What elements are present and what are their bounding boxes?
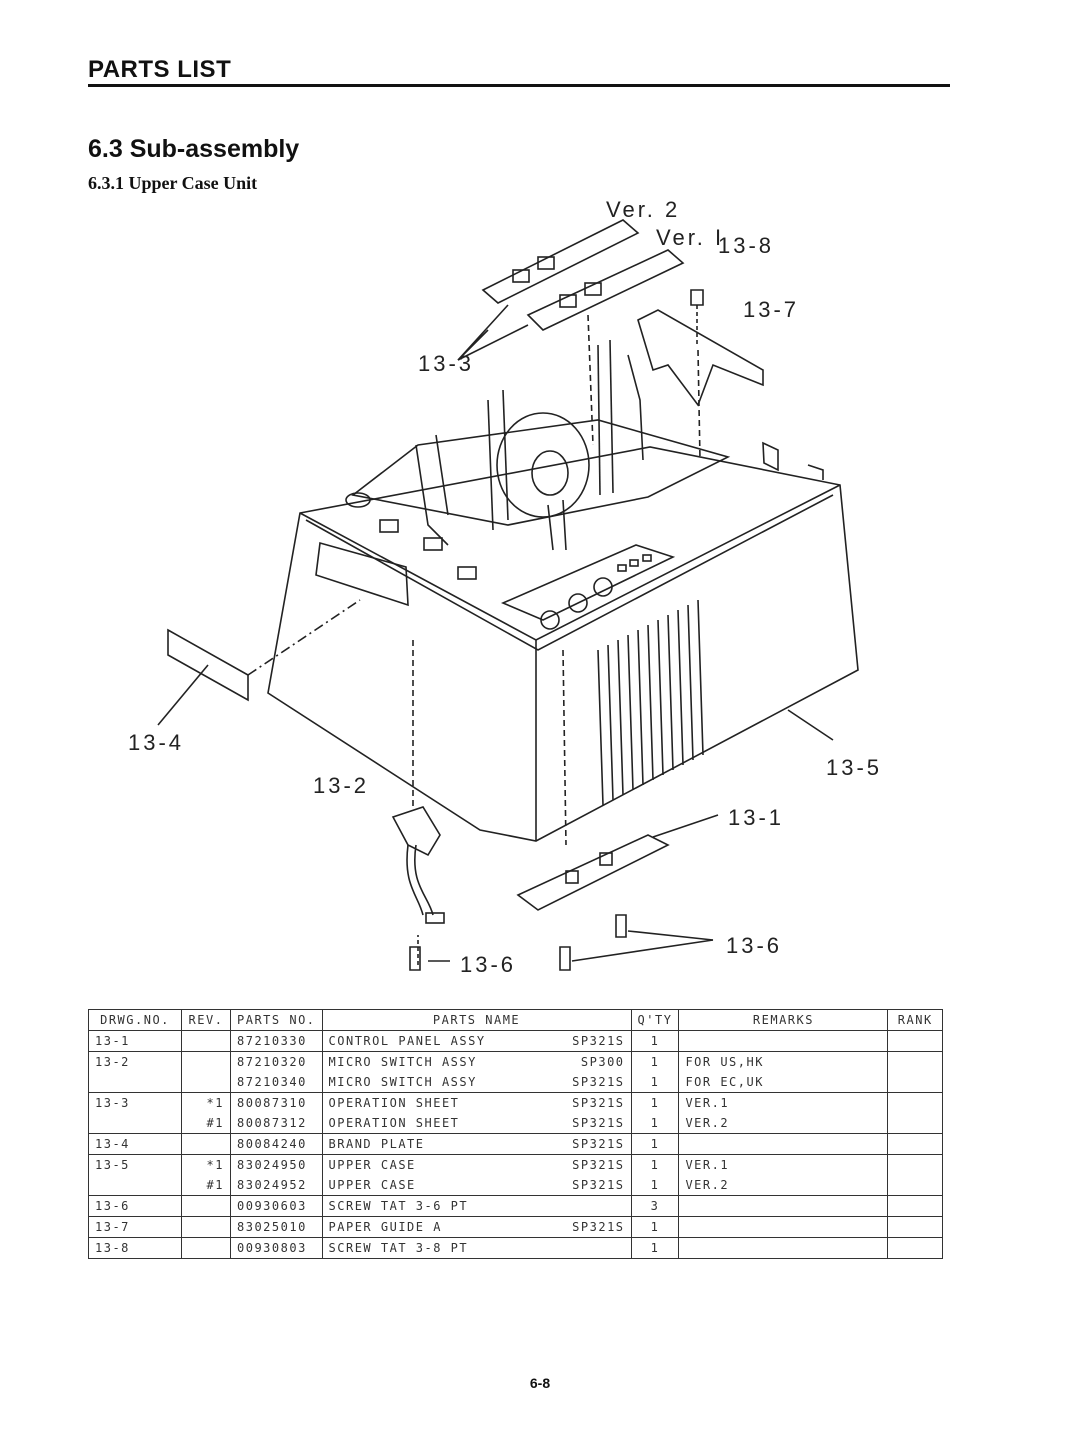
part-model: SP321S: [572, 1137, 625, 1151]
label-13-4: 13-4: [128, 730, 185, 755]
parts-table-body: [89, 1031, 943, 1259]
table-row: [89, 1113, 943, 1134]
cell-parts-name: [322, 1238, 631, 1259]
part-name: MICRO SWITCH ASSY: [328, 1075, 477, 1089]
label-13-1: 13-1: [728, 805, 785, 830]
cell-qty: 3: [631, 1196, 679, 1217]
cell-qty: 1: [631, 1031, 679, 1052]
label-13-6-left: 13-6: [460, 952, 517, 977]
cell-qty: 1: [631, 1052, 679, 1073]
cell-drwg-no: [89, 1072, 182, 1093]
cell-rank: [888, 1052, 943, 1073]
cell-rank: [888, 1155, 943, 1176]
cell-remarks: [679, 1217, 888, 1238]
cell-remarks: VER.1: [679, 1093, 888, 1114]
cell-rev: #1: [182, 1113, 231, 1134]
cell-rank: [888, 1175, 943, 1196]
part-model: SP321S: [572, 1178, 625, 1192]
cell-parts-no: 87210340: [231, 1072, 323, 1093]
cell-parts-name: [322, 1052, 631, 1073]
part-model: SP321S: [572, 1096, 625, 1110]
cell-drwg-no: 13-5: [89, 1155, 182, 1176]
part-model: SP300: [580, 1055, 625, 1069]
cell-parts-no: 87210320: [231, 1052, 323, 1073]
part-name: SCREW TAT 3-8 PT: [328, 1241, 469, 1255]
cell-remarks: [679, 1238, 888, 1259]
label-13-8: 13-8: [718, 233, 775, 258]
page-number: 6-8: [529, 1375, 551, 1391]
section-title: 6.3 Sub-assembly: [88, 135, 300, 163]
part-name: MICRO SWITCH ASSY: [328, 1055, 477, 1069]
cell-remarks: VER.1: [679, 1155, 888, 1176]
exploded-view-diagram: [88, 195, 950, 985]
part-model: SP321S: [572, 1116, 625, 1130]
parts-table: [88, 1009, 943, 1259]
part-name: UPPER CASE: [328, 1178, 416, 1192]
part-name: OPERATION SHEET: [328, 1096, 460, 1110]
cell-qty: 1: [631, 1238, 679, 1259]
part-name: CONTROL PANEL ASSY: [328, 1034, 486, 1048]
cell-rank: [888, 1134, 943, 1155]
cell-rev: #1: [182, 1175, 231, 1196]
cell-parts-name: [322, 1217, 631, 1238]
cell-drwg-no: 13-4: [89, 1134, 182, 1155]
micro-switch: [393, 807, 440, 855]
part-name: OPERATION SHEET: [328, 1116, 460, 1130]
cell-rank: [888, 1238, 943, 1259]
screw-13-8: [691, 290, 703, 305]
cell-parts-no: 00930603: [231, 1196, 323, 1217]
cell-parts-name: [322, 1093, 631, 1114]
cell-qty: 1: [631, 1093, 679, 1114]
cell-rev: [182, 1052, 231, 1073]
cell-drwg-no: 13-7: [89, 1217, 182, 1238]
label-13-7: 13-7: [743, 297, 800, 322]
cell-parts-name: [322, 1196, 631, 1217]
cell-drwg-no: [89, 1113, 182, 1134]
cell-rank: [888, 1196, 943, 1217]
cell-drwg-no: [89, 1175, 182, 1196]
table-row: [89, 1072, 943, 1093]
cell-rev: *1: [182, 1093, 231, 1114]
cell-remarks: [679, 1134, 888, 1155]
cell-drwg-no: 13-6: [89, 1196, 182, 1217]
cell-qty: 1: [631, 1134, 679, 1155]
cell-parts-name: [322, 1134, 631, 1155]
cell-drwg-no: 13-2: [89, 1052, 182, 1073]
label-13-6-right: 13-6: [726, 933, 783, 958]
part-name: PAPER GUIDE A: [328, 1220, 442, 1234]
col-rank: RANK: [888, 1010, 943, 1031]
table-row: [89, 1217, 943, 1238]
paper-roll: [497, 413, 589, 517]
cell-remarks: FOR EC,UK: [679, 1072, 888, 1093]
part-model: SP321S: [572, 1034, 625, 1048]
cell-rev: [182, 1031, 231, 1052]
part-name: BRAND PLATE: [328, 1137, 425, 1151]
cell-parts-name: [322, 1155, 631, 1176]
cell-remarks: [679, 1196, 888, 1217]
header-rule: [88, 84, 950, 87]
part-name: SCREW TAT 3-6 PT: [328, 1199, 469, 1213]
col-qty: Q'TY: [631, 1010, 679, 1031]
label-13-5: 13-5: [826, 755, 883, 780]
col-parts-no: PARTS NO.: [231, 1010, 323, 1031]
page-header-title: PARTS LIST: [88, 56, 232, 83]
cell-rank: [888, 1031, 943, 1052]
table-header-row: [89, 1010, 943, 1031]
cell-rank: [888, 1093, 943, 1114]
cell-drwg-no: 13-1: [89, 1031, 182, 1052]
col-remarks: REMARKS: [679, 1010, 888, 1031]
cell-parts-no: 80084240: [231, 1134, 323, 1155]
cell-qty: 1: [631, 1217, 679, 1238]
cell-remarks: VER.2: [679, 1113, 888, 1134]
cell-qty: 1: [631, 1113, 679, 1134]
control-panel-board: [518, 835, 668, 910]
table-row: [89, 1238, 943, 1259]
cell-parts-no: 87210330: [231, 1031, 323, 1052]
cell-rev: [182, 1072, 231, 1093]
cell-remarks: FOR US,HK: [679, 1052, 888, 1073]
cell-rev: [182, 1217, 231, 1238]
cell-parts-no: 00930803: [231, 1238, 323, 1259]
subsection-title: 6.3.1 Upper Case Unit: [88, 173, 258, 193]
cell-parts-no: 80087312: [231, 1113, 323, 1134]
table-row: [89, 1134, 943, 1155]
cell-drwg-no: 13-3: [89, 1093, 182, 1114]
part-model: SP321S: [572, 1075, 625, 1089]
col-rev: REV.: [182, 1010, 231, 1031]
cell-rev: [182, 1134, 231, 1155]
label-13-2: 13-2: [313, 773, 370, 798]
cell-parts-name: [322, 1113, 631, 1134]
label-ver2: Ver. 2: [606, 197, 681, 222]
part-name: UPPER CASE: [328, 1158, 416, 1172]
cell-qty: 1: [631, 1155, 679, 1176]
table-row: [89, 1093, 943, 1114]
operation-sheet-ver1: [528, 250, 683, 330]
cell-parts-name: [322, 1031, 631, 1052]
paper-guide: [638, 310, 763, 405]
cell-rev: [182, 1196, 231, 1217]
cell-qty: 1: [631, 1175, 679, 1196]
part-model: SP321S: [572, 1220, 625, 1234]
cell-remarks: [679, 1031, 888, 1052]
screw-13-6-b: [560, 947, 570, 970]
col-parts-name: PARTS NAME: [322, 1010, 631, 1031]
table-row: [89, 1052, 943, 1073]
cell-rank: [888, 1072, 943, 1093]
cell-rank: [888, 1217, 943, 1238]
table-row: [89, 1031, 943, 1052]
cell-rev: [182, 1238, 231, 1259]
part-model: SP321S: [572, 1158, 625, 1172]
cell-remarks: VER.2: [679, 1175, 888, 1196]
cell-parts-no: 83025010: [231, 1217, 323, 1238]
cell-parts-name: [322, 1175, 631, 1196]
cell-parts-no: 80087310: [231, 1093, 323, 1114]
label-13-3: 13-3: [418, 351, 475, 376]
cell-rank: [888, 1113, 943, 1134]
cell-qty: 1: [631, 1072, 679, 1093]
screw-13-6-c: [616, 915, 626, 937]
cell-parts-name: [322, 1072, 631, 1093]
vent-slots: [598, 600, 703, 805]
col-drwg-no: DRWG.NO.: [89, 1010, 182, 1031]
table-row: [89, 1155, 943, 1176]
table-row: [89, 1175, 943, 1196]
cell-parts-no: 83024952: [231, 1175, 323, 1196]
cell-parts-no: 83024950: [231, 1155, 323, 1176]
cell-rev: *1: [182, 1155, 231, 1176]
label-ver1: Ver. I: [656, 225, 725, 250]
cell-drwg-no: 13-8: [89, 1238, 182, 1259]
table-row: [89, 1196, 943, 1217]
operation-sheet-ver2: [483, 220, 638, 303]
